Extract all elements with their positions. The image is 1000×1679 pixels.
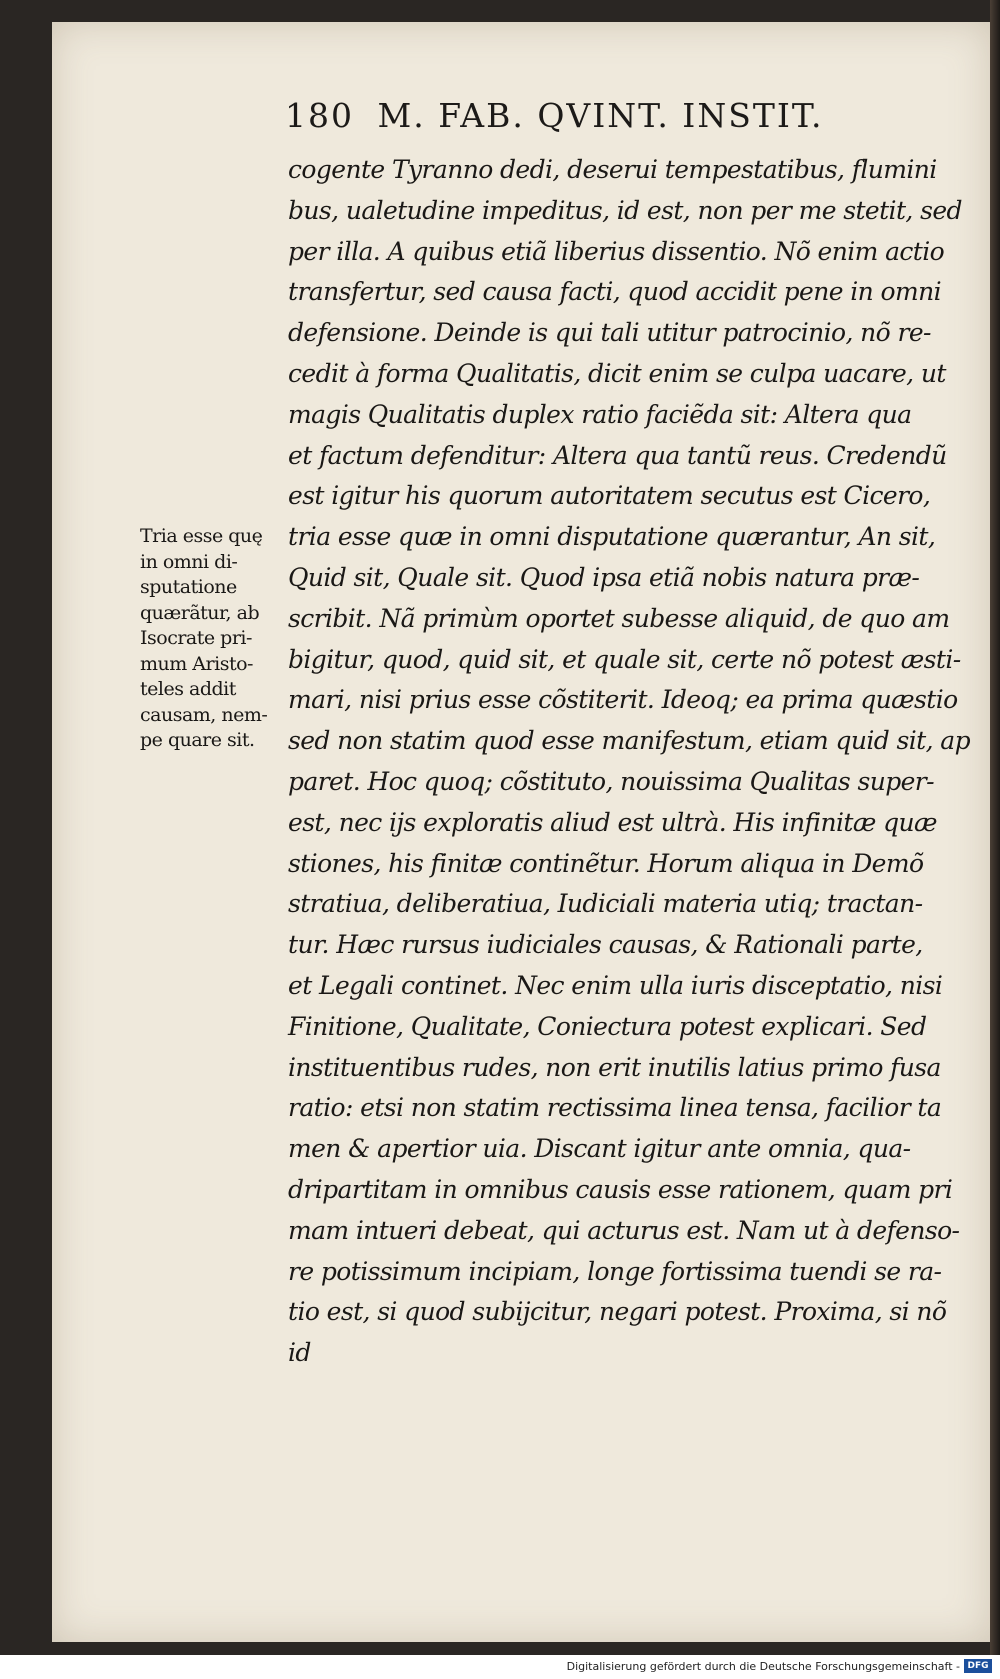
text-line: scribit. Nã primùm oportet subesse aliquid, de quo am [288, 603, 950, 633]
text-line: per illa. A quibus etiã liberius dissentio. Nõ enim actio [288, 236, 945, 266]
text-line: re potissimum incipiam, longe fortissima tuendi se ra- [288, 1256, 942, 1286]
margin-note-line: pe quare sit. [140, 729, 255, 751]
text-line: id [288, 1338, 311, 1368]
text-line: bigitur, quod, quid sit, et quale sit, certe nõ potest æsti- [288, 644, 961, 674]
text-line: cedit à forma Qualitatis, dicit enim se culpa uacare, ut [288, 358, 946, 388]
text-line: et factum defenditur: Altera qua tantũ reus. Credendũ [288, 440, 947, 470]
page-edge [990, 0, 1000, 1655]
text-line: sed non statim quod esse manifestum, etiam quid sit, ap [288, 726, 971, 756]
margin-note-line: Tria esse quę [140, 525, 263, 547]
text-line: men & apertior uia. Discant igitur ante omnia, qua- [288, 1134, 911, 1164]
margin-note-line: quærãtur, ab [140, 601, 260, 624]
footer-credit: Digitalisierung gefördert durch die Deutsche Forschungsgemeinschaft - [566, 1660, 960, 1673]
text-line: magis Qualitatis duplex ratio faciẽda sit: Altera qua [288, 399, 912, 429]
text-line: dripartitam in omnibus causis esse rationem, quam pri [288, 1174, 953, 1204]
text-line: mari, nisi prius esse cõstiterit. Ideoq; ea prima quæstio [288, 685, 958, 715]
margin-note-line: teles addit [140, 678, 236, 700]
text-line: instituentibus rudes, non erit inutilis latius primo fusa [288, 1052, 941, 1082]
text-line: stiones, his finitæ continẽtur. Horum aliqua in Demõ [288, 848, 924, 878]
text-line: mam intueri debeat, qui acturus est. Nam ut à defenso- [288, 1215, 960, 1245]
text-line: tur. Hæc rursus iudiciales causas, & Rationali parte, [288, 930, 923, 960]
text-line: defensione. Deinde is qui tali utitur patrocinio, nõ re- [288, 318, 931, 348]
text-line: et Legali continet. Nec enim ulla iuris disceptatio, nisi [288, 970, 943, 1000]
margin-note-line: mum Aristo- [140, 652, 253, 675]
text-line: bus, ualetudine impeditus, id est, non per me stetit, sed [288, 195, 962, 225]
text-line: stratiua, deliberatiua, Iudiciali materia utiq; tractan- [288, 889, 923, 919]
margin-note-line: in omni di- [140, 550, 238, 573]
text-line: ratio: etsi non statim rectissima linea tensa, facilior ta [288, 1093, 942, 1123]
text-line: cogente Tyranno dedi, deserui tempestatibus, flumini [288, 155, 937, 184]
text-line: Quid sit, Quale sit. Quod ipsa etiã nobis natura præ- [288, 562, 920, 592]
main-text-block [288, 150, 988, 1374]
text-line: Finitione, Qualitate, Coniectura potest explicari. Sed [288, 1011, 927, 1041]
text-line: est, nec ijs exploratis aliud est ultrà. His infinitæ quæ [288, 807, 937, 837]
dfg-logo: DFG [964, 1659, 992, 1673]
margin-note-line: sputatione [140, 576, 237, 598]
text-line: tio est, si quod subijcitur, negari potest. Proxima, si nõ [288, 1297, 947, 1327]
text-line: tria esse quæ in omni disputatione quærantur, An sit, [288, 522, 936, 552]
text-line: paret. Hoc quoq; cõstituto, nouissima Qualitas super- [288, 766, 934, 796]
margin-note [140, 524, 286, 754]
running-head: M. FAB. QVINT. INSTIT. [377, 96, 824, 135]
text-line: transfertur, sed causa facti, quod accidit pene in omni [288, 277, 941, 307]
page-number: 180 [285, 96, 354, 135]
margin-note-line: Isocrate pri- [140, 627, 252, 649]
text-line: est igitur his quorum autoritatem secutus est Cicero, [288, 481, 931, 511]
page-header [285, 96, 925, 135]
margin-note-line: causam, nem- [140, 703, 268, 726]
